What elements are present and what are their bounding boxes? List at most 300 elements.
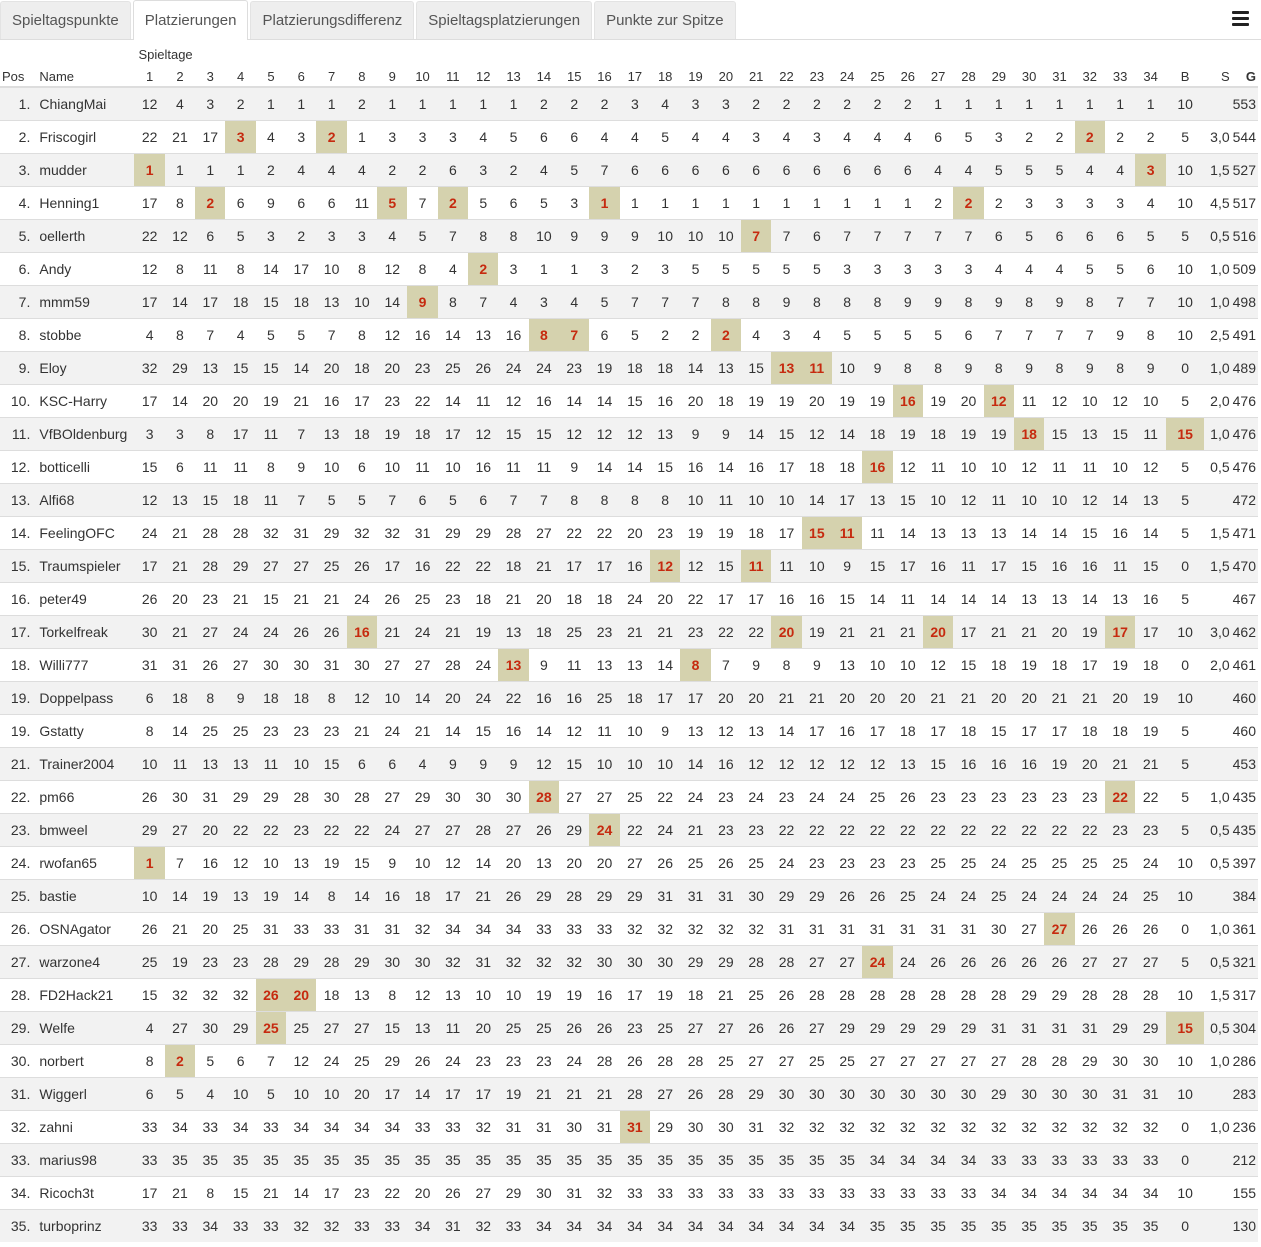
row-day-placement: 9 bbox=[893, 286, 923, 319]
row-day-placement: 27 bbox=[347, 1012, 377, 1045]
row-day-placement: 30 bbox=[286, 649, 316, 682]
row-day-placement: 13 bbox=[498, 649, 528, 682]
row-day-placement: 26 bbox=[771, 1012, 801, 1045]
row-day-placement: 5 bbox=[559, 154, 589, 187]
row-day-placement: 18 bbox=[529, 616, 559, 649]
header-spacer bbox=[1166, 40, 1204, 62]
row-day-placement: 30 bbox=[923, 1078, 953, 1111]
row-day-placement: 5 bbox=[680, 253, 710, 286]
row-day-placement: 34 bbox=[832, 1210, 862, 1243]
row-day-placement: 16 bbox=[953, 748, 983, 781]
row-day-placement: 22 bbox=[923, 814, 953, 847]
row-day-placement: 28 bbox=[256, 946, 286, 979]
row-position: 22. bbox=[0, 781, 33, 814]
row-day-placement: 29 bbox=[165, 352, 195, 385]
row-day-placement: 34 bbox=[680, 1210, 710, 1243]
row-day-placement: 34 bbox=[589, 1210, 619, 1243]
row-day-placement: 29 bbox=[225, 781, 255, 814]
row-day-placement: 24 bbox=[498, 352, 528, 385]
row-day-placement: 21 bbox=[165, 517, 195, 550]
row-day-placement: 5 bbox=[195, 1045, 225, 1078]
row-day-placement: 15 bbox=[529, 418, 559, 451]
row-day-placement: 13 bbox=[923, 517, 953, 550]
row-day-placement: 5 bbox=[498, 121, 528, 154]
row-day-placement: 26 bbox=[1105, 913, 1135, 946]
row-day-placement: 7 bbox=[165, 847, 195, 880]
row-day-placement: 9 bbox=[923, 286, 953, 319]
row-player-name: zahni bbox=[33, 1111, 134, 1144]
row-day-placement: 2 bbox=[832, 87, 862, 121]
column-header-day: 31 bbox=[1044, 62, 1074, 87]
row-day-placement: 8 bbox=[862, 286, 892, 319]
row-day-placement: 32 bbox=[953, 1111, 983, 1144]
row-day-placement: 21 bbox=[377, 616, 407, 649]
row-day-placement: 23 bbox=[862, 847, 892, 880]
column-header-day: 22 bbox=[771, 62, 801, 87]
row-day-placement: 19 bbox=[832, 385, 862, 418]
row-day-placement: 15 bbox=[225, 1177, 255, 1210]
row-day-placement: 13 bbox=[195, 748, 225, 781]
row-day-placement: 23 bbox=[1075, 781, 1105, 814]
row-day-placement: 17 bbox=[438, 418, 468, 451]
row-day-placement: 12 bbox=[165, 220, 195, 253]
row-total: 461 bbox=[1232, 649, 1258, 682]
row-bonus: 0 bbox=[1166, 1144, 1204, 1177]
row-day-placement: 33 bbox=[134, 1210, 164, 1243]
row-day-placement: 35 bbox=[771, 1144, 801, 1177]
row-s: 1,0 bbox=[1204, 913, 1231, 946]
row-day-placement: 32 bbox=[559, 946, 589, 979]
row-s: 1,5 bbox=[1204, 550, 1231, 583]
row-day-placement: 23 bbox=[438, 583, 468, 616]
row-day-placement: 22 bbox=[377, 1177, 407, 1210]
row-bonus: 10 bbox=[1166, 187, 1204, 220]
row-day-placement: 21 bbox=[438, 616, 468, 649]
row-day-placement: 35 bbox=[802, 1144, 832, 1177]
row-day-placement: 6 bbox=[468, 484, 498, 517]
row-day-placement: 1 bbox=[134, 154, 164, 187]
row-day-placement: 31 bbox=[529, 1111, 559, 1144]
row-day-placement: 11 bbox=[256, 748, 286, 781]
row-day-placement: 4 bbox=[1044, 253, 1074, 286]
row-day-placement: 12 bbox=[286, 1045, 316, 1078]
row-day-placement: 11 bbox=[984, 484, 1014, 517]
row-day-placement: 35 bbox=[650, 1144, 680, 1177]
row-s: 1,0 bbox=[1204, 1045, 1231, 1078]
row-day-placement: 1 bbox=[316, 87, 346, 121]
row-day-placement: 19 bbox=[377, 418, 407, 451]
row-day-placement: 13 bbox=[225, 880, 255, 913]
row-day-placement: 16 bbox=[529, 385, 559, 418]
column-header-day: 28 bbox=[953, 62, 983, 87]
row-player-name: Henning1 bbox=[33, 187, 134, 220]
row-day-placement: 26 bbox=[923, 946, 953, 979]
row-total: 321 bbox=[1232, 946, 1258, 979]
row-day-placement: 14 bbox=[347, 880, 377, 913]
row-day-placement: 20 bbox=[165, 583, 195, 616]
row-day-placement: 27 bbox=[256, 550, 286, 583]
tab-spieltagsplatzierungen[interactable]: Spieltagsplatzierungen bbox=[416, 1, 592, 39]
row-day-placement: 2 bbox=[741, 87, 771, 121]
row-day-placement: 15 bbox=[1075, 517, 1105, 550]
column-header-day: 29 bbox=[984, 62, 1014, 87]
rankings-body bbox=[0, 87, 1258, 1242]
row-day-placement: 34 bbox=[559, 1210, 589, 1243]
row-day-placement: 20 bbox=[832, 682, 862, 715]
row-day-placement: 27 bbox=[1075, 946, 1105, 979]
row-day-placement: 33 bbox=[711, 1177, 741, 1210]
table-row bbox=[0, 880, 1258, 913]
row-day-placement: 33 bbox=[529, 913, 559, 946]
row-day-placement: 17 bbox=[650, 682, 680, 715]
row-position: 21. bbox=[0, 748, 33, 781]
header-spacer bbox=[0, 40, 33, 62]
row-day-placement: 22 bbox=[1044, 814, 1074, 847]
row-day-placement: 17 bbox=[832, 484, 862, 517]
row-day-placement: 34 bbox=[923, 1144, 953, 1177]
row-day-placement: 31 bbox=[802, 913, 832, 946]
row-day-placement: 13 bbox=[165, 484, 195, 517]
tab-punkte-zur-spitze[interactable]: Punkte zur Spitze bbox=[594, 1, 736, 39]
row-day-placement: 17 bbox=[377, 550, 407, 583]
row-day-placement: 7 bbox=[741, 220, 771, 253]
row-day-placement: 17 bbox=[134, 550, 164, 583]
column-header-day: 1 bbox=[134, 62, 164, 87]
row-day-placement: 31 bbox=[407, 517, 437, 550]
row-day-placement: 8 bbox=[165, 319, 195, 352]
row-day-placement: 8 bbox=[893, 352, 923, 385]
row-day-placement: 32 bbox=[832, 1111, 862, 1144]
row-day-placement: 24 bbox=[347, 583, 377, 616]
row-day-placement: 17 bbox=[589, 550, 619, 583]
row-day-placement: 7 bbox=[893, 220, 923, 253]
row-s: 1,0 bbox=[1204, 253, 1231, 286]
row-day-placement: 25 bbox=[650, 1012, 680, 1045]
row-day-placement: 6 bbox=[923, 121, 953, 154]
row-day-placement: 34 bbox=[316, 1111, 346, 1144]
row-day-placement: 28 bbox=[832, 979, 862, 1012]
row-day-placement: 4 bbox=[893, 121, 923, 154]
row-day-placement: 1 bbox=[802, 187, 832, 220]
row-day-placement: 33 bbox=[1014, 1144, 1044, 1177]
row-day-placement: 9 bbox=[529, 649, 559, 682]
row-day-placement: 3 bbox=[438, 121, 468, 154]
row-day-placement: 29 bbox=[1014, 979, 1044, 1012]
row-day-placement: 29 bbox=[1105, 1012, 1135, 1045]
row-day-placement: 22 bbox=[984, 814, 1014, 847]
row-player-name: VfBOldenburg bbox=[33, 418, 134, 451]
tab-bar bbox=[0, 0, 1261, 40]
row-day-placement: 4 bbox=[1135, 187, 1166, 220]
row-day-placement: 16 bbox=[377, 880, 407, 913]
row-day-placement: 18 bbox=[468, 583, 498, 616]
column-header-day: 5 bbox=[256, 62, 286, 87]
row-total: 472 bbox=[1232, 484, 1258, 517]
row-day-placement: 15 bbox=[802, 517, 832, 550]
row-day-placement: 27 bbox=[316, 1012, 346, 1045]
row-day-placement: 12 bbox=[680, 550, 710, 583]
row-day-placement: 32 bbox=[680, 913, 710, 946]
row-day-placement: 3 bbox=[195, 87, 225, 121]
row-day-placement: 12 bbox=[529, 748, 559, 781]
row-day-placement: 35 bbox=[529, 1144, 559, 1177]
row-day-placement: 17 bbox=[771, 451, 801, 484]
row-day-placement: 17 bbox=[802, 715, 832, 748]
row-day-placement: 32 bbox=[1075, 1111, 1105, 1144]
row-bonus: 0 bbox=[1166, 352, 1204, 385]
row-day-placement: 18 bbox=[347, 352, 377, 385]
row-day-placement: 25 bbox=[1135, 880, 1166, 913]
row-day-placement: 4 bbox=[620, 121, 650, 154]
row-day-placement: 5 bbox=[1135, 220, 1166, 253]
row-day-placement: 32 bbox=[711, 913, 741, 946]
row-day-placement: 21 bbox=[984, 616, 1014, 649]
row-day-placement: 29 bbox=[438, 517, 468, 550]
tab-platzierungsdifferenz[interactable]: Platzierungsdifferenz bbox=[250, 1, 414, 39]
row-day-placement: 2 bbox=[225, 87, 255, 121]
row-day-placement: 15 bbox=[316, 748, 346, 781]
row-day-placement: 33 bbox=[347, 1210, 377, 1243]
row-day-placement: 1 bbox=[498, 87, 528, 121]
row-day-placement: 7 bbox=[1014, 319, 1044, 352]
tab-platzierungen[interactable]: Platzierungen bbox=[133, 0, 249, 40]
row-day-placement: 31 bbox=[741, 1111, 771, 1144]
row-day-placement: 16 bbox=[1075, 550, 1105, 583]
row-day-placement: 14 bbox=[893, 517, 923, 550]
row-day-placement: 1 bbox=[438, 87, 468, 121]
row-position: 16. bbox=[0, 583, 33, 616]
column-header-day: 7 bbox=[316, 62, 346, 87]
row-day-placement: 11 bbox=[195, 253, 225, 286]
row-s bbox=[1204, 1078, 1231, 1111]
row-day-placement: 24 bbox=[1105, 880, 1135, 913]
row-player-name: stobbe bbox=[33, 319, 134, 352]
row-day-placement: 31 bbox=[559, 1177, 589, 1210]
row-day-placement: 9 bbox=[1105, 319, 1135, 352]
row-day-placement: 25 bbox=[953, 847, 983, 880]
row-day-placement: 6 bbox=[134, 1078, 164, 1111]
row-day-placement: 18 bbox=[711, 385, 741, 418]
row-total: 498 bbox=[1232, 286, 1258, 319]
column-header-day: 2 bbox=[165, 62, 195, 87]
row-day-placement: 24 bbox=[802, 781, 832, 814]
row-day-placement: 18 bbox=[286, 682, 316, 715]
row-day-placement: 25 bbox=[923, 847, 953, 880]
row-day-placement: 11 bbox=[498, 451, 528, 484]
row-day-placement: 13 bbox=[195, 352, 225, 385]
row-player-name: norbert bbox=[33, 1045, 134, 1078]
row-day-placement: 10 bbox=[802, 550, 832, 583]
row-day-placement: 30 bbox=[529, 1177, 559, 1210]
row-day-placement: 14 bbox=[650, 649, 680, 682]
row-day-placement: 26 bbox=[832, 880, 862, 913]
row-day-placement: 22 bbox=[468, 550, 498, 583]
row-day-placement: 8 bbox=[650, 484, 680, 517]
row-day-placement: 28 bbox=[589, 1045, 619, 1078]
row-day-placement: 15 bbox=[256, 286, 286, 319]
row-position: 10. bbox=[0, 385, 33, 418]
row-day-placement: 14 bbox=[407, 682, 437, 715]
row-day-placement: 3 bbox=[832, 253, 862, 286]
row-day-placement: 26 bbox=[286, 616, 316, 649]
row-day-placement: 20 bbox=[529, 583, 559, 616]
row-day-placement: 3 bbox=[862, 253, 892, 286]
row-day-placement: 29 bbox=[407, 781, 437, 814]
row-day-placement: 14 bbox=[1044, 517, 1074, 550]
row-day-placement: 17 bbox=[559, 550, 589, 583]
row-day-placement: 5 bbox=[256, 319, 286, 352]
row-day-placement: 25 bbox=[832, 1045, 862, 1078]
row-day-placement: 23 bbox=[286, 715, 316, 748]
row-day-placement: 8 bbox=[529, 319, 559, 352]
row-day-placement: 21 bbox=[529, 550, 559, 583]
row-day-placement: 28 bbox=[286, 781, 316, 814]
row-day-placement: 20 bbox=[286, 979, 316, 1012]
row-day-placement: 30 bbox=[1014, 1078, 1044, 1111]
row-day-placement: 4 bbox=[256, 121, 286, 154]
row-day-placement: 2 bbox=[984, 187, 1014, 220]
row-day-placement: 17 bbox=[286, 253, 316, 286]
row-day-placement: 14 bbox=[862, 583, 892, 616]
row-day-placement: 2 bbox=[1075, 121, 1105, 154]
table-row bbox=[0, 946, 1258, 979]
row-day-placement: 4 bbox=[589, 121, 619, 154]
row-day-placement: 30 bbox=[1135, 1045, 1166, 1078]
table-row bbox=[0, 1045, 1258, 1078]
row-day-placement: 17 bbox=[195, 121, 225, 154]
row-day-placement: 2 bbox=[953, 187, 983, 220]
row-day-placement: 4 bbox=[802, 319, 832, 352]
row-day-placement: 24 bbox=[1075, 880, 1105, 913]
row-day-placement: 9 bbox=[559, 451, 589, 484]
row-s bbox=[1204, 748, 1231, 781]
row-day-placement: 3 bbox=[984, 121, 1014, 154]
row-day-placement: 27 bbox=[498, 814, 528, 847]
row-day-placement: 32 bbox=[468, 1210, 498, 1243]
row-day-placement: 4 bbox=[953, 154, 983, 187]
row-day-placement: 4 bbox=[984, 253, 1014, 286]
row-day-placement: 33 bbox=[256, 1210, 286, 1243]
row-day-placement: 1 bbox=[559, 253, 589, 286]
row-day-placement: 7 bbox=[256, 1045, 286, 1078]
row-s: 3,0 bbox=[1204, 121, 1231, 154]
row-day-placement: 35 bbox=[862, 1210, 892, 1243]
row-day-placement: 19 bbox=[256, 880, 286, 913]
row-player-name: turboprinz bbox=[33, 1210, 134, 1243]
row-s bbox=[1204, 880, 1231, 913]
row-day-placement: 30 bbox=[680, 1111, 710, 1144]
row-day-placement: 21 bbox=[1014, 616, 1044, 649]
row-day-placement: 32 bbox=[589, 1177, 619, 1210]
row-day-placement: 5 bbox=[802, 253, 832, 286]
row-day-placement: 30 bbox=[953, 1078, 983, 1111]
row-day-placement: 33 bbox=[225, 1210, 255, 1243]
row-s: 2,0 bbox=[1204, 385, 1231, 418]
row-day-placement: 2 bbox=[1135, 121, 1166, 154]
row-day-placement: 31 bbox=[953, 913, 983, 946]
table-row bbox=[0, 616, 1258, 649]
row-day-placement: 35 bbox=[620, 1144, 650, 1177]
row-day-placement: 29 bbox=[1075, 1045, 1105, 1078]
row-day-placement: 17 bbox=[893, 550, 923, 583]
row-day-placement: 3 bbox=[711, 87, 741, 121]
row-day-placement: 34 bbox=[1075, 1177, 1105, 1210]
column-header-day: 30 bbox=[1014, 62, 1044, 87]
row-bonus: 0 bbox=[1166, 913, 1204, 946]
row-day-placement: 30 bbox=[589, 946, 619, 979]
row-day-placement: 35 bbox=[225, 1144, 255, 1177]
row-day-placement: 32 bbox=[771, 1111, 801, 1144]
row-day-placement: 15 bbox=[377, 1012, 407, 1045]
rankings-table bbox=[0, 40, 1258, 1242]
row-day-placement: 25 bbox=[1105, 847, 1135, 880]
row-bonus: 0 bbox=[1166, 649, 1204, 682]
row-day-placement: 14 bbox=[832, 418, 862, 451]
row-day-placement: 29 bbox=[316, 517, 346, 550]
hamburger-menu-icon[interactable] bbox=[1232, 11, 1249, 26]
row-day-placement: 17 bbox=[134, 286, 164, 319]
row-day-placement: 18 bbox=[347, 418, 377, 451]
row-day-placement: 21 bbox=[559, 1078, 589, 1111]
row-day-placement: 6 bbox=[559, 121, 589, 154]
row-day-placement: 33 bbox=[256, 1111, 286, 1144]
row-player-name: FeelingOFC bbox=[33, 517, 134, 550]
row-day-placement: 23 bbox=[195, 583, 225, 616]
row-day-placement: 8 bbox=[377, 979, 407, 1012]
row-bonus: 10 bbox=[1166, 87, 1204, 121]
row-day-placement: 10 bbox=[377, 451, 407, 484]
row-day-placement: 11 bbox=[438, 1012, 468, 1045]
row-day-placement: 20 bbox=[1105, 682, 1135, 715]
row-day-placement: 19 bbox=[195, 880, 225, 913]
row-day-placement: 5 bbox=[347, 484, 377, 517]
column-header-day: 15 bbox=[559, 62, 589, 87]
row-total: 471 bbox=[1232, 517, 1258, 550]
row-day-placement: 12 bbox=[1014, 451, 1044, 484]
row-day-placement: 3 bbox=[1044, 187, 1074, 220]
row-day-placement: 32 bbox=[286, 1210, 316, 1243]
row-bonus: 10 bbox=[1166, 253, 1204, 286]
row-total: 317 bbox=[1232, 979, 1258, 1012]
row-day-placement: 14 bbox=[438, 715, 468, 748]
row-bonus: 5 bbox=[1166, 385, 1204, 418]
row-day-placement: 14 bbox=[438, 319, 468, 352]
row-total: 304 bbox=[1232, 1012, 1258, 1045]
row-day-placement: 11 bbox=[589, 715, 619, 748]
tab-spieltagspunkte[interactable]: Spieltagspunkte bbox=[0, 1, 131, 39]
row-day-placement: 20 bbox=[680, 385, 710, 418]
column-header-day: 20 bbox=[711, 62, 741, 87]
row-day-placement: 21 bbox=[711, 979, 741, 1012]
row-day-placement: 22 bbox=[225, 814, 255, 847]
row-day-placement: 5 bbox=[438, 484, 468, 517]
row-day-placement: 22 bbox=[134, 220, 164, 253]
row-day-placement: 26 bbox=[1135, 913, 1166, 946]
row-day-placement: 2 bbox=[559, 87, 589, 121]
row-day-placement: 27 bbox=[1105, 946, 1135, 979]
row-day-placement: 17 bbox=[134, 187, 164, 220]
row-day-placement: 22 bbox=[862, 814, 892, 847]
row-day-placement: 27 bbox=[195, 616, 225, 649]
row-day-placement: 26 bbox=[377, 583, 407, 616]
row-day-placement: 26 bbox=[1014, 946, 1044, 979]
row-position: 12. bbox=[0, 451, 33, 484]
row-total: 509 bbox=[1232, 253, 1258, 286]
row-player-name: KSC-Harry bbox=[33, 385, 134, 418]
row-day-placement: 17 bbox=[1075, 649, 1105, 682]
row-day-placement: 34 bbox=[1105, 1177, 1135, 1210]
row-day-placement: 10 bbox=[923, 484, 953, 517]
